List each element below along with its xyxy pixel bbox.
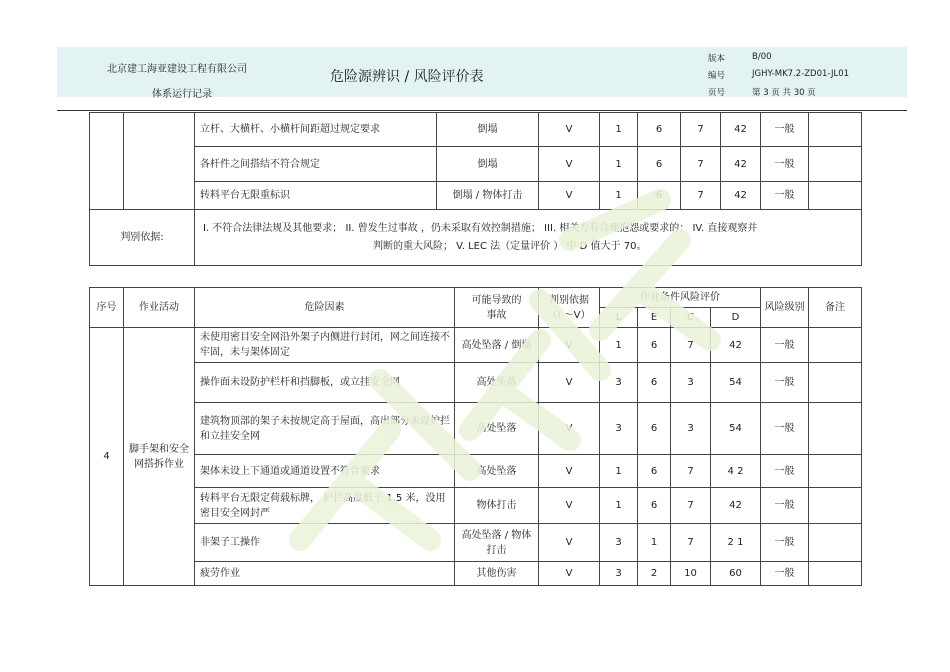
c-cell: 7	[681, 147, 721, 182]
accident-header-line-1: 可能导致的	[471, 294, 522, 306]
table-continued	[89, 112, 862, 266]
remark-cell	[809, 363, 862, 403]
l-cell: 3	[600, 562, 638, 586]
remark-cell	[809, 403, 862, 455]
c-cell: 7	[681, 182, 721, 210]
risk-table	[89, 287, 862, 586]
col-header-evaluation: 作业条件风险评价	[600, 288, 761, 308]
c-cell: 7	[671, 524, 711, 562]
basis-row	[90, 210, 862, 266]
d-cell: 4 2	[711, 455, 761, 488]
level-cell: 一般	[761, 488, 809, 524]
l-cell: 1	[600, 113, 638, 147]
col-header-d: D	[711, 308, 761, 328]
c-cell: 7	[671, 488, 711, 524]
no-cell	[90, 113, 124, 210]
remark-cell	[809, 328, 862, 363]
c-cell: 10	[671, 562, 711, 586]
version-label: 版本	[708, 54, 726, 64]
header-rule	[57, 110, 907, 111]
group-no: 4	[90, 328, 124, 586]
e-cell: 2	[638, 562, 671, 586]
d-cell: 54	[711, 363, 761, 403]
remark-cell	[809, 147, 862, 182]
e-cell: 6	[638, 455, 671, 488]
l-cell: 3	[600, 524, 638, 562]
l-cell: 1	[600, 328, 638, 363]
basis-cell: V	[539, 562, 600, 586]
table-row	[90, 113, 862, 147]
table-row	[90, 403, 862, 455]
col-header-c: C	[671, 308, 711, 328]
code-value: JGHY-MK7.2-ZD01-JL01	[752, 69, 850, 79]
d-cell: 42	[721, 113, 761, 147]
factor-cell: 非架子工操作	[195, 524, 455, 562]
accident-cell: 其他伤害	[455, 562, 539, 586]
record-type: 体系运行记录	[152, 89, 212, 100]
level-cell: 一般	[761, 363, 809, 403]
e-cell: 6	[638, 363, 671, 403]
e-cell: 1	[638, 524, 671, 562]
header-row	[90, 288, 862, 308]
l-cell: 1	[600, 182, 638, 210]
remark-cell	[809, 488, 862, 524]
col-header-e: E	[638, 308, 671, 328]
factor-cell: 架体未设上下通道或通道设置不符合要求	[195, 455, 455, 488]
col-header-factor: 危险因素	[195, 288, 455, 328]
col-header-remark: 备注	[809, 288, 862, 328]
basis-header-line-2: （I ～V）	[547, 309, 591, 321]
remark-cell	[809, 455, 862, 488]
level-cell: 一般	[761, 147, 809, 182]
basis-header-line-1: 判别依据	[549, 294, 589, 306]
accident-cell: 高处坠落 / 倒塌	[455, 328, 539, 363]
c-cell: 7	[671, 328, 711, 363]
d-cell: 54	[711, 403, 761, 455]
remark-cell	[809, 182, 862, 210]
accident-cell: 倒塌 / 物体打击	[437, 182, 539, 210]
col-header-level: 风险级别	[761, 288, 809, 328]
factor-cell: 转料平台无限重标识	[195, 182, 437, 210]
l-cell: 3	[600, 403, 638, 455]
page-label: 页号	[708, 88, 726, 98]
remark-cell	[809, 524, 862, 562]
version-value: B/00	[752, 52, 772, 62]
group-activity: 脚手架和安全网搭拆作业	[124, 328, 195, 586]
basis-cell: V	[539, 363, 600, 403]
page-title: 危险源辨识 / 风险评价表	[330, 69, 484, 85]
l-cell: 1	[600, 488, 638, 524]
factor-cell: 立杆、大横杆、小横杆间距超过规定要求	[195, 113, 437, 147]
accident-cell: 高处坠落	[455, 403, 539, 455]
d-cell: 2 1	[711, 524, 761, 562]
d-cell: 42	[721, 182, 761, 210]
table-row	[90, 328, 862, 363]
factor-cell: 转料平台无限定荷载标牌， 护拦高度低于 1.5 米，没用密目安全网封严	[195, 488, 455, 524]
col-header-l: L	[600, 308, 638, 328]
e-cell: 6	[638, 328, 671, 363]
table-row	[90, 524, 862, 562]
l-cell: 3	[600, 363, 638, 403]
accident-cell: 高处坠落 / 物体打击	[455, 524, 539, 562]
c-cell: 7	[671, 455, 711, 488]
page-value: 第 3 页 共 30 页	[752, 88, 816, 98]
factor-cell: 未使用密目安全网沿外架子内侧进行封闭，网之间连接不牢固，未与架体固定	[195, 328, 455, 363]
e-cell: 6	[638, 113, 681, 147]
accident-cell: 高处坠落	[455, 455, 539, 488]
table-row	[90, 182, 862, 210]
remark-cell	[809, 562, 862, 586]
c-cell: 3	[671, 403, 711, 455]
level-cell: 一般	[761, 182, 809, 210]
accident-header-line-2: 事故	[486, 309, 507, 321]
col-header-activity: 作业活动	[124, 288, 195, 328]
basis-cell: V	[539, 488, 600, 524]
table-row	[90, 455, 862, 488]
accident-cell: 倒塌	[437, 113, 539, 147]
col-header-accident	[455, 288, 539, 328]
level-cell: 一般	[761, 403, 809, 455]
accident-cell: 倒塌	[437, 147, 539, 182]
level-cell: 一般	[761, 562, 809, 586]
basis-line-2: 判断的重大风险； V. LEC 法（定量评价 ） 中 D 值大于 70。	[373, 240, 647, 252]
basis-description	[195, 210, 862, 266]
d-cell: 42	[711, 488, 761, 524]
level-cell: 一般	[761, 455, 809, 488]
table-row	[90, 488, 862, 524]
basis-line-1: I. 不符合法律法规及其他要求； II. 曾发生过事故 ，仍未采取有效控制措施； III. 相关方有合理抱怨或要求的； IV. 直接观察并	[203, 222, 758, 234]
table-row	[90, 147, 862, 182]
table-row	[90, 562, 862, 586]
l-cell: 1	[600, 147, 638, 182]
factor-cell: 疲劳作业	[195, 562, 455, 586]
c-cell: 3	[671, 363, 711, 403]
basis-label: 判别依据:	[90, 210, 195, 266]
l-cell: 1	[600, 455, 638, 488]
d-cell: 42	[721, 147, 761, 182]
c-cell: 7	[681, 113, 721, 147]
table-row	[90, 363, 862, 403]
accident-cell: 高处坠落	[455, 363, 539, 403]
accident-cell: 物体打击	[455, 488, 539, 524]
e-cell: 6	[638, 147, 681, 182]
level-cell: 一般	[761, 328, 809, 363]
e-cell: 6	[638, 182, 681, 210]
d-cell: 42	[711, 328, 761, 363]
company-name: 北京建工海亚建设工程有限公司	[107, 64, 247, 75]
basis-cell: V	[539, 147, 600, 182]
basis-cell: V	[539, 403, 600, 455]
activity-cell	[124, 113, 195, 210]
basis-cell: V	[539, 455, 600, 488]
level-cell: 一般	[761, 113, 809, 147]
factor-cell: 各杆件之间搭结不符合规定	[195, 147, 437, 182]
code-label: 编号	[708, 71, 726, 81]
basis-cell: V	[539, 182, 600, 210]
remark-cell	[809, 113, 862, 147]
factor-cell: 操作面未设防护栏杆和挡脚板，或立挂安全网	[195, 363, 455, 403]
basis-cell: V	[539, 524, 600, 562]
d-cell: 60	[711, 562, 761, 586]
col-header-no: 序号	[90, 288, 124, 328]
level-cell: 一般	[761, 524, 809, 562]
e-cell: 6	[638, 488, 671, 524]
basis-cell: V	[539, 328, 600, 363]
e-cell: 6	[638, 403, 671, 455]
factor-cell: 建筑物顶部的架子未按规定高于屋面，高出部分未设护拦和立挂安全网	[195, 403, 455, 455]
basis-cell: V	[539, 113, 600, 147]
col-header-basis	[539, 288, 600, 328]
